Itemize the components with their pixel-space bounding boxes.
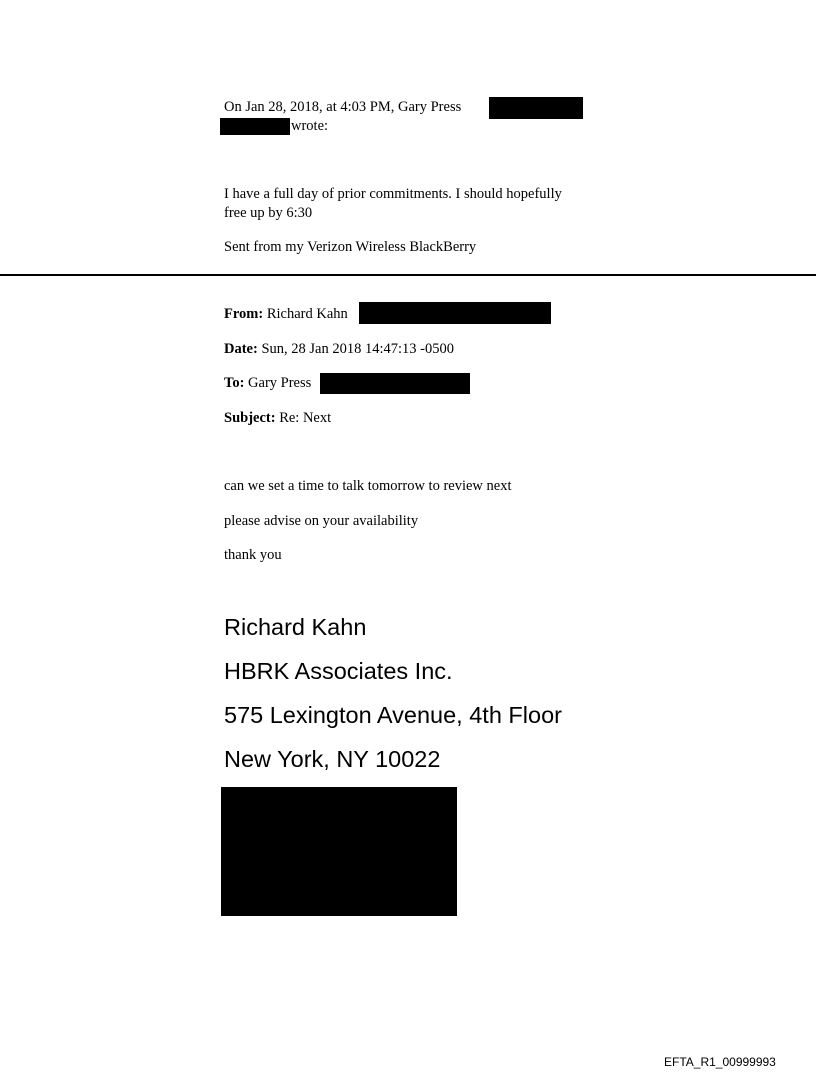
date-header [224, 340, 454, 358]
redaction-block [221, 787, 457, 916]
signature-address: 575 Lexington Avenue, 4th Floor [224, 702, 562, 728]
redaction-block [359, 302, 551, 324]
signature-name: Richard Kahn [224, 614, 367, 640]
from-header [224, 305, 348, 323]
message-body-line: can we set a time to talk tomorrow to review next [224, 478, 512, 494]
quoted-body-line: free up by 6:30 [224, 205, 313, 221]
subject-label: Subject: [224, 410, 276, 426]
message-body-line: please advise on your availability [224, 513, 419, 529]
quoted-signature-line: Sent from my Verizon Wireless BlackBerry [224, 239, 477, 255]
redaction-block [320, 373, 470, 394]
to-value: Gary Press [248, 375, 312, 391]
message-body-line: thank you [224, 547, 282, 563]
quoted-attribution-suffix: wrote: [291, 118, 329, 134]
quoted-body-line: I have a full day of prior commitments. I should hopefully [224, 186, 562, 202]
signature-city: New York, NY 10022 [224, 746, 441, 772]
bates-number: EFTA_R1_00999993 [664, 1055, 776, 1069]
subject-header [224, 409, 331, 427]
subject-value: Re: Next [279, 410, 332, 426]
date-label: Date: [224, 341, 258, 357]
redaction-block [220, 118, 290, 135]
message-divider [0, 274, 816, 276]
redaction-block [489, 97, 583, 119]
to-label: To: [224, 375, 245, 391]
signature-company: HBRK Associates Inc. [224, 658, 453, 684]
from-value: Richard Kahn [266, 306, 348, 322]
quoted-attribution-prefix: On Jan 28, 2018, at 4:03 PM, Gary Press [224, 99, 462, 115]
date-value: Sun, 28 Jan 2018 14:47:13 -0500 [261, 341, 454, 357]
from-label: From: [224, 306, 264, 322]
to-header [224, 374, 311, 392]
